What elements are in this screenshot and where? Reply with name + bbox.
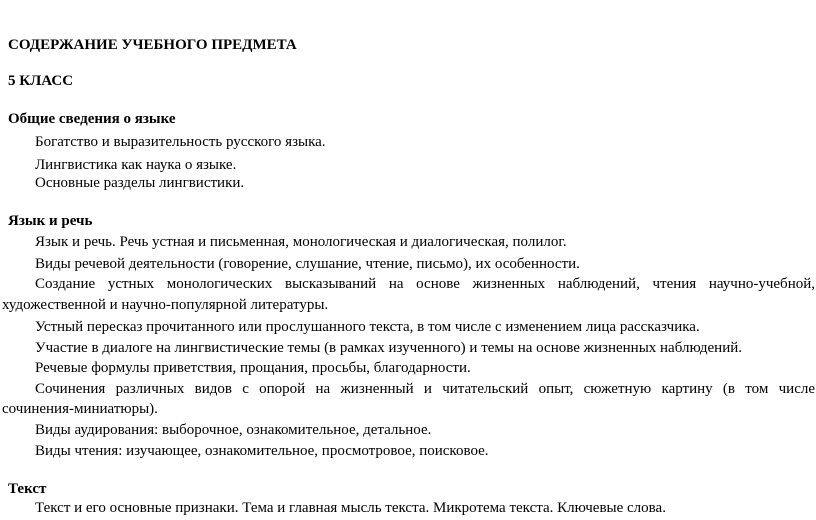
grade-heading: 5 КЛАСС: [8, 73, 74, 89]
paragraph-line: Виды чтения: изучающее, ознакомительное, просмотровое, поисковое.: [35, 443, 489, 459]
paragraph-line: Основные разделы лингвистики.: [35, 175, 245, 191]
paragraph-line: Сочинения различных видов с опорой на жизненный и читательский опыт, сюжетную картину (в том числе: [35, 381, 815, 397]
document-title: СОДЕРЖАНИЕ УЧЕБНОГО ПРЕДМЕТА: [8, 37, 297, 53]
paragraph-line: Богатство и выразительность русского языка.: [35, 134, 326, 150]
paragraph-line: Текст и его основные признаки. Тема и главная мысль текста. Микротема текста. Ключевые слова.: [35, 500, 666, 516]
paragraph-line: Виды речевой деятельности (говорение, слушание, чтение, письмо), их особенности.: [35, 256, 580, 272]
paragraph-line: Устный пересказ прочитанного или прослушанного текста, в том числе с изменением лица рассказчика.: [35, 319, 700, 335]
paragraph-line: Речевые формулы приветствия, прощания, просьбы, благодарности.: [35, 360, 471, 376]
paragraph-line: художественной и научно-популярной литературы.: [2, 297, 329, 313]
section-heading-text: Текст: [8, 481, 47, 497]
paragraph-line: Создание устных монологических высказываний на основе жизненных наблюдений, чтения научно-учебной,: [35, 276, 815, 292]
paragraph-line: сочинения-миниатюры).: [2, 401, 158, 417]
paragraph-line: Участие в диалоге на лингвистические темы (в рамках изученного) и темы на основе жизненных наблюдений.: [35, 340, 743, 356]
paragraph-line: Лингвистика как наука о языке.: [35, 157, 237, 173]
paragraph-line: Язык и речь. Речь устная и письменная, монологическая и диалогическая, полилог.: [35, 234, 567, 250]
section-heading-general: Общие сведения о языке: [8, 111, 176, 127]
section-heading-language-speech: Язык и речь: [8, 213, 93, 229]
paragraph-line: Виды аудирования: выборочное, ознакомительное, детальное.: [35, 422, 432, 438]
